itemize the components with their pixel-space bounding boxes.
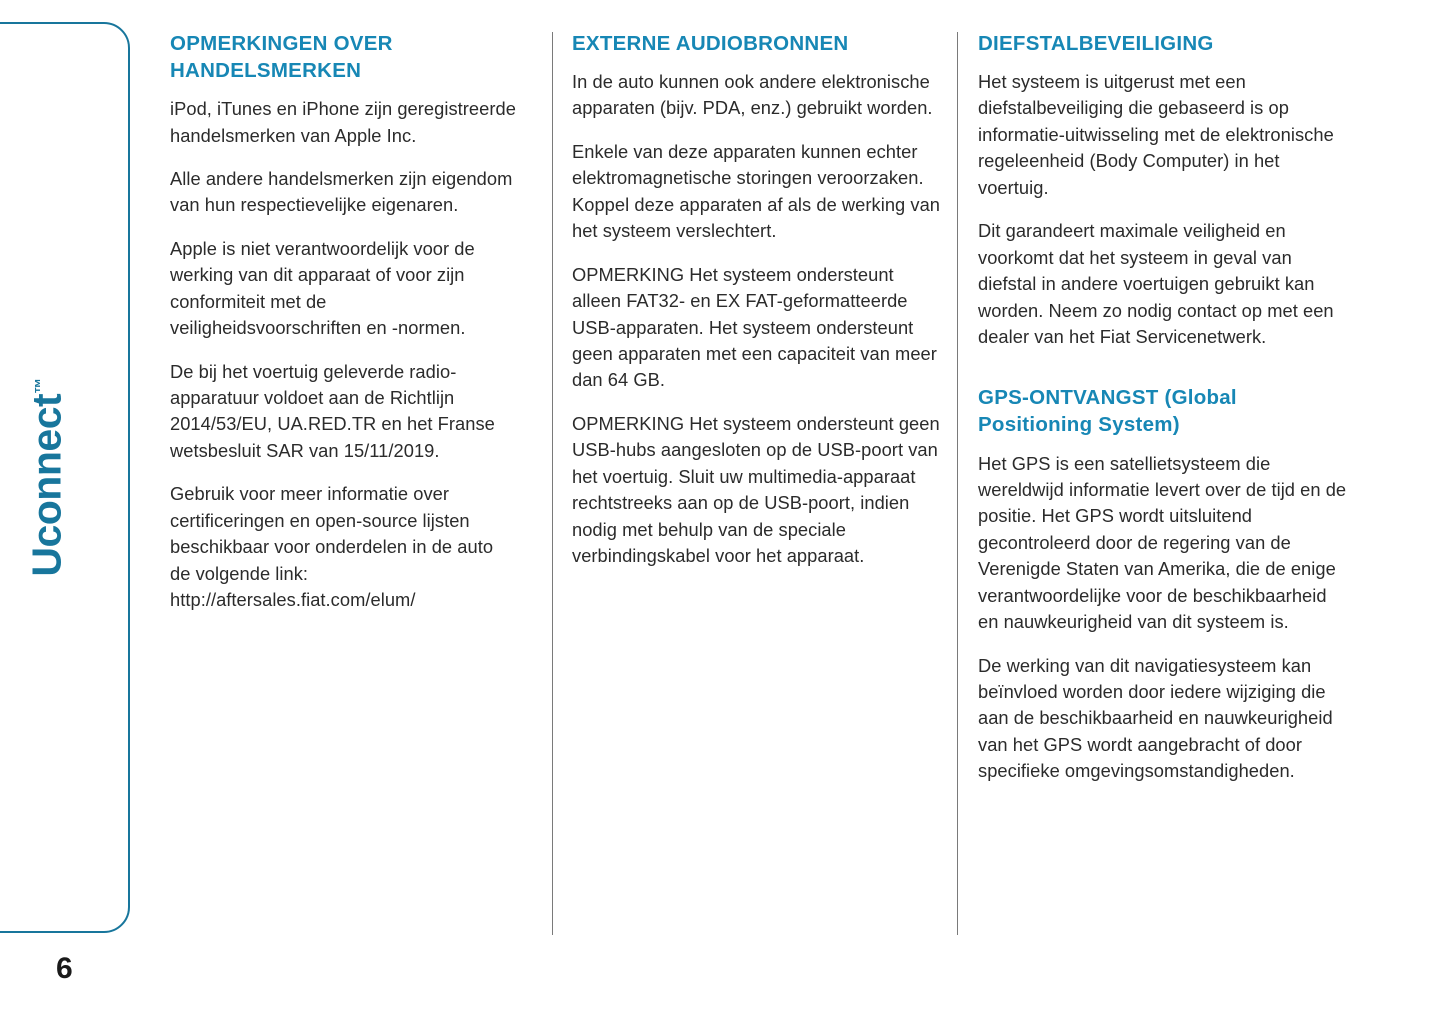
sidebar-brand-label <box>24 378 71 580</box>
paragraph: In de auto kunnen ook andere elektronische apparaten (bijv. PDA, enz.) gebruikt worden. <box>572 71 933 119</box>
column-divider-1 <box>552 32 553 935</box>
note-paragraph: OPMERKING Het systeem ondersteunt alleen FAT32- en EX FAT-geformatteerde USB-apparaten. Het systeem ondersteunt geen apparaten met een capaciteit van meer dan 64 GB. <box>572 263 937 391</box>
section-heading-trademark-notes: OPMERKINGEN OVER HANDELSMERKEN <box>170 32 393 83</box>
trademark-symbol: ™ <box>32 378 50 394</box>
paragraph: Enkele van deze apparaten kunnen echter elektromagnetische storingen veroorzaken. Koppel deze apparaten af als de werking van het systeem verslechtert. <box>572 140 941 242</box>
section-heading-external-audio-sources: EXTERNE AUDIOBRONNEN <box>572 32 849 55</box>
note-paragraph: OPMERKING Het systeem ondersteunt geen USB-hubs aangesloten op de USB-poort van het voertuig. Sluit uw multimedia-apparaat rechtstreeks aan op de USB-poort, indien nodig met behulp van de speciale verbindingskabel voor het apparaat. <box>572 412 940 567</box>
paragraph: Het GPS is een satellietsysteem die wereldwijd informatie levert over de tijd en de positie. Het GPS wordt uitsluitend gecontroleerd door de regering van de Verenigde Staten van Amerika, die de enige verantwoordelijke voor de beschikbaarheid en nauwkeurigheid van dit systeem is. <box>978 452 1347 633</box>
brand-text: Uconnect <box>23 393 70 577</box>
column-1 <box>170 30 518 614</box>
sidebar-brand-label-wrapper <box>0 24 132 935</box>
column-divider-2 <box>957 32 958 935</box>
paragraph: Apple is niet verantwoordelijk voor de werking van dit apparaat of voor zijn conformiteit met de veiligheidsvoorschriften en -normen. <box>170 237 475 339</box>
paragraph: Dit garandeert maximale veiligheid en voorkomt dat het systeem in geval van diefstal in andere voertuigen gebruikt kan worden. Neem zo nodig contact op met een dealer van het Fiat Servicenetwerk. <box>978 220 1334 347</box>
page-number: 6 <box>56 952 73 985</box>
paragraph: De werking van dit navigatiesysteem kan beïnvloed worden door iedere wijziging die aan de beschikbaarheid en nauwkeurigheid van het GPS wordt aangebracht of door specifieke omgevingsomstandigheden. <box>978 654 1333 782</box>
paragraph: Het systeem is uitgerust met een diefstalbeveiliging die gebaseerd is op informatie-uitwisseling met de elektronische regeleenheid (Body Computer) in het voertuig. <box>978 71 1334 198</box>
paragraph: De bij het voertuig geleverde radio-apparatuur voldoet aan de Richtlijn 2014/53/EU, UA.RED.TR en het Franse wetsbesluit SAR van 15/11/2019. <box>170 360 495 461</box>
paragraph: Gebruik voor meer informatie over certificeringen en open-source lijsten beschikbaar voor onderdelen in de auto de volgende link: http://aftersales.fiat.com/elum/ <box>170 483 494 611</box>
column-3 <box>978 30 1350 785</box>
sidebar-brand-tab <box>0 22 130 933</box>
column-2 <box>572 30 944 569</box>
paragraph: iPod, iTunes en iPhone zijn geregistreerde handelsmerken van Apple Inc. <box>170 98 516 146</box>
section-heading-gps-reception: GPS-ONTVANGST (Global Positioning System) <box>978 386 1237 437</box>
section-heading-theft-protection: DIEFSTALBEVEILIGING <box>978 32 1214 55</box>
paragraph: Alle andere handelsmerken zijn eigendom van hun respectievelijke eigenaren. <box>170 167 513 216</box>
